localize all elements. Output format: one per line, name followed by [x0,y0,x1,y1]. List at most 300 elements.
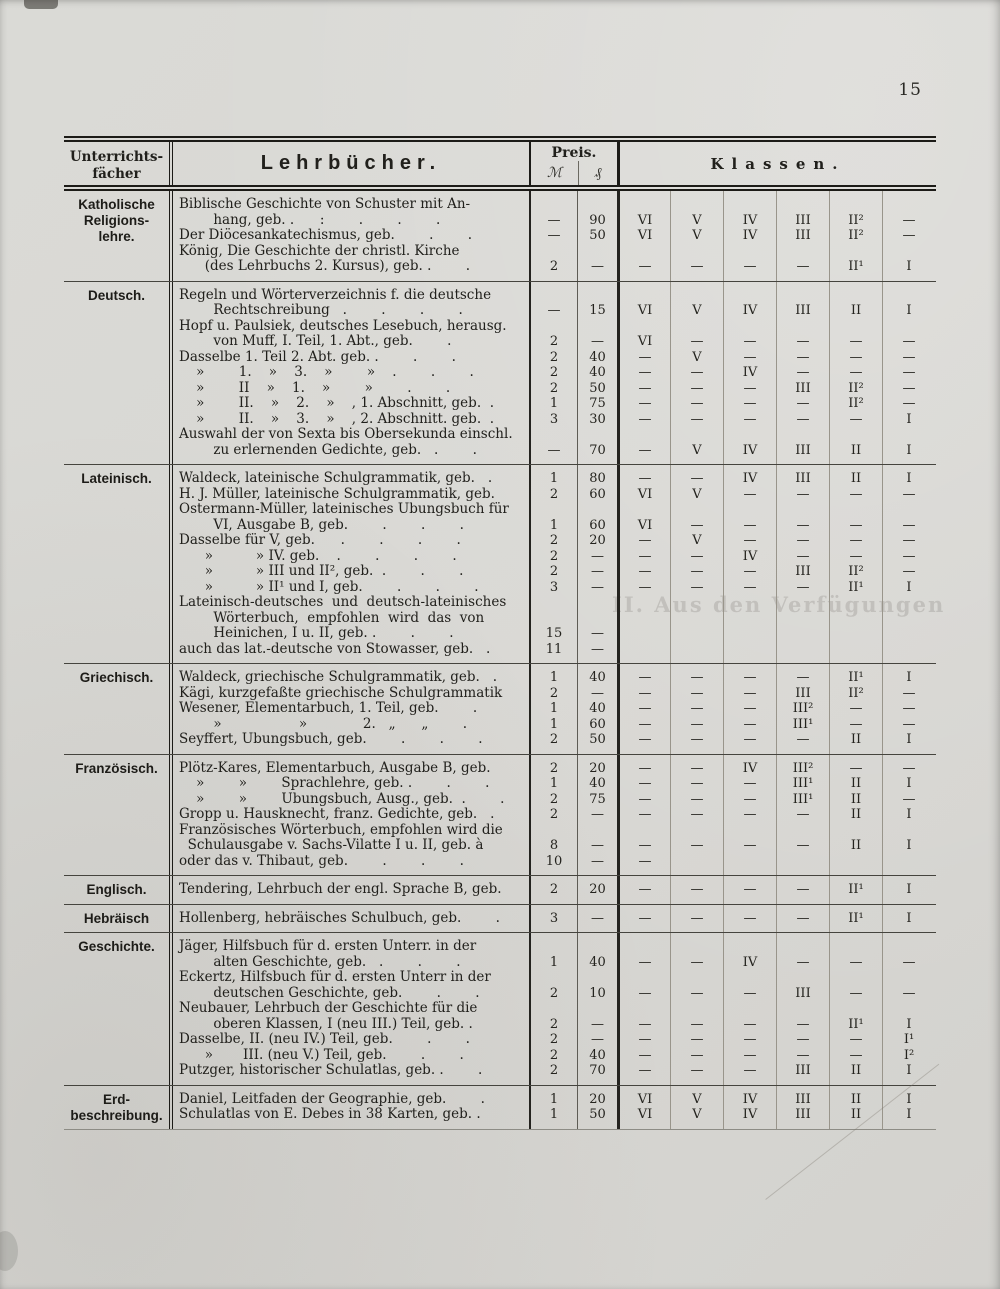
class-cell: — [776,244,829,281]
class-cell: — [776,1032,829,1048]
book-title-line: oberen Klassen, I (neu III.) Teil, geb. . [179,1015,473,1032]
subject-cell [64,664,169,754]
class-cell: — [670,776,723,792]
header-price [529,142,617,185]
class-cell: — [670,717,723,733]
class-cell: — [617,1063,670,1085]
table-row [169,792,936,808]
subject-label-line: Französisch. [75,760,158,776]
class-cell: III [776,686,829,702]
class-cell: — [776,905,829,933]
price-mark-cell: 2 [529,792,577,808]
price-mark-cell: 2 [529,686,577,702]
class-cell: — [882,381,935,397]
section-rows [169,933,936,1085]
class-cell: — [723,487,776,503]
class-cell: — [617,823,670,854]
book-title-line: » II » 1. » » . . [179,380,451,396]
book-title-cell [169,1032,529,1048]
table-row [169,1048,936,1064]
book-title-line: Hollenberg, hebräisches Schulbuch, geb. . [179,909,500,926]
class-cell: — [829,487,882,503]
book-title-cell [169,664,529,686]
price-mark-cell: 1 [529,664,577,686]
section-rows [169,191,936,281]
class-cell: V [670,487,723,503]
book-title-line: Daniel, Leitfaden der Geographie, geb. . [179,1090,485,1107]
class-cell: — [617,244,670,281]
book-title-line: Gropp u. Hausknecht, franz. Gedichte, geb. . [179,807,495,822]
price-mark-cell: — [529,427,577,464]
class-cell: — [723,412,776,428]
book-title-cell [169,595,529,642]
book-title-line: » » Sprachlehre, geb. . . . [179,776,490,791]
book-title-line: alten Geschichte, geb. . . . [179,953,461,970]
class-cell: V [670,228,723,244]
book-title-cell [169,350,529,366]
class-cell: — [670,564,723,580]
book-title-cell [169,381,529,397]
price-mark-cell: 2 [529,1063,577,1085]
class-cell: — [670,1001,723,1032]
book-title-line: Der Diöcesankatechismus, geb. . . [179,228,473,243]
table-row [169,502,936,533]
class-cell: — [670,755,723,777]
class-cell [882,642,935,664]
class-cell: II [829,465,882,487]
class-cell [776,642,829,664]
section-rows [169,905,936,933]
class-cell: — [829,502,882,533]
class-cell: III [776,228,829,244]
class-cell: — [776,807,829,823]
price-mark-cell: 2 [529,533,577,549]
table-row [169,564,936,580]
class-cell: III¹ [776,792,829,808]
book-title-cell [169,564,529,580]
book-title-line: » » Übungsbuch, Ausg., geb. . . [179,791,505,807]
price-pfennig-cell: — [577,1032,617,1048]
subject-cell [64,755,169,876]
price-pfennig-cell: — [577,905,617,933]
class-cell: — [776,580,829,596]
class-cell: II [829,732,882,754]
subject-label-line: Religions- [83,213,150,228]
book-title-line: Kägi, kurzgefaßte griechische Schulgrammatik [179,685,503,701]
price-pfennig-cell: — [577,319,617,350]
class-cell [776,854,829,876]
subject-label-line: Englisch. [86,882,147,897]
book-title-line: Schulatlas von E. Debes in 38 Karten, geb. . [179,1107,481,1122]
table-row [169,776,936,792]
book-title-cell [169,792,529,808]
class-cell: — [670,823,723,854]
class-cell: II [829,792,882,808]
price-mark-cell: 1 [529,465,577,487]
class-cell: I [882,412,935,428]
table-row [169,933,936,970]
table-body [64,191,936,1129]
book-title-line: Heinichen, I u. II, geb. . . . [179,625,454,641]
price-mark-cell: 2 [529,1048,577,1064]
class-cell: — [670,1063,723,1085]
class-cell: — [617,876,670,904]
book-title-line: Wesener, Elementarbuch, 1. Teil, geb. . [179,701,478,716]
pfennig-symbol: ₰ [578,161,617,185]
class-cell [670,595,723,642]
book-title-cell [169,876,529,904]
section-rows [169,1086,936,1129]
subject-label-line: Griechisch. [79,670,154,685]
table-row [169,755,936,777]
book-title-line: Ostermann-Müller, lateinisches Übungsbuch für [179,502,509,517]
table-row [169,717,936,733]
class-cell: II [829,776,882,792]
book-title-cell [169,319,529,350]
book-title-line: Tendering, Lehrbuch der engl. Sprache B, geb. [179,881,502,897]
class-cell: VI [617,228,670,244]
table-row [169,701,936,717]
book-title-cell [169,970,529,1001]
class-cell: — [617,427,670,464]
class-cell: — [776,319,829,350]
table-row [169,807,936,823]
book-title-line: Dasselbe 1. Teil 2. Abt. geb. . . . [179,349,456,365]
price-mark-cell: 2 [529,381,577,397]
class-cell: — [882,396,935,412]
price-mark-cell: 2 [529,350,577,366]
book-title-cell [169,533,529,549]
book-title-cell [169,933,529,970]
class-cell: VI [617,282,670,319]
class-cell: — [723,396,776,412]
book-title-line: » III. (neu V.) Teil, geb. . . [179,1047,464,1063]
class-cell: — [617,396,670,412]
class-cell: — [670,732,723,754]
class-cell: — [617,732,670,754]
class-cell: — [829,701,882,717]
price-mark-cell: 2 [529,564,577,580]
price-pfennig-cell: 20 [577,533,617,549]
book-title-cell [169,487,529,503]
class-cell: — [723,1048,776,1064]
book-title-line: Schulausgabe v. Sachs-Vilatte I u. II, geb. à [179,837,484,853]
class-cell: — [723,1032,776,1048]
class-cell [723,595,776,642]
book-title-line: Rechtschreibung . . . . [179,302,463,318]
class-cell: III [776,381,829,397]
class-cell: — [723,319,776,350]
class-cell [829,854,882,876]
class-cell: — [617,854,670,876]
class-cell: II² [829,396,882,412]
price-mark-cell: — [529,191,577,228]
class-cell: I [882,807,935,823]
book-title-cell [169,854,529,876]
price-pfennig-cell: 20 [577,1086,617,1108]
price-pfennig-cell: 50 [577,1107,617,1129]
class-cell: — [670,807,723,823]
class-cell [723,854,776,876]
class-cell: — [670,465,723,487]
book-title-cell [169,1107,529,1129]
price-pfennig-cell: — [577,244,617,281]
class-cell [670,854,723,876]
price-mark-cell: 2 [529,807,577,823]
book-title-line: auch das lat.-deutsche von Stowasser, geb. . [179,641,491,657]
class-cell: — [776,933,829,970]
table-row [169,533,936,549]
book-title-cell [169,465,529,487]
class-cell: — [882,686,935,702]
class-cell: — [829,549,882,565]
class-cell: — [829,755,882,777]
book-title-line: » » III und II², geb. . . . [179,564,464,579]
class-cell: — [829,1032,882,1048]
class-cell: II [829,427,882,464]
price-mark-cell: 15 [529,595,577,642]
class-cell: VI [617,1086,670,1108]
price-pfennig-cell: 40 [577,350,617,366]
price-pfennig-cell: — [577,807,617,823]
class-cell: V [670,282,723,319]
class-cell: — [670,1048,723,1064]
price-mark-cell: 1 [529,717,577,733]
class-cell: II¹ [829,905,882,933]
class-cell: II [829,823,882,854]
class-cell: II² [829,686,882,702]
section-rows [169,664,936,754]
class-cell: I [882,905,935,933]
class-cell: II¹ [829,876,882,904]
class-cell: — [776,365,829,381]
table-row [169,595,936,642]
price-pfennig-cell: 50 [577,228,617,244]
class-cell: — [670,664,723,686]
class-cell: III [776,427,829,464]
book-title-line: » II. » 3. » , 2. Abschnitt. geb. . [179,411,494,427]
price-pfennig-cell: 90 [577,191,617,228]
subject-cell [64,465,169,663]
subject-label-line: lehre. [98,229,135,244]
class-cell: III [776,1107,829,1129]
subject-section [64,663,936,754]
class-cell: I [882,876,935,904]
class-cell: — [882,933,935,970]
class-cell: — [882,228,935,244]
price-mark-cell: 1 [529,701,577,717]
subject-label-line: Erd- [103,1091,130,1107]
class-cell: IV [723,933,776,970]
table-row [169,854,936,876]
class-cell: — [723,876,776,904]
table-row [169,1107,936,1129]
class-cell: — [670,502,723,533]
book-title-cell [169,396,529,412]
class-cell: — [776,412,829,428]
table-row [169,465,936,487]
class-cell: — [670,412,723,428]
class-cell: — [723,1063,776,1085]
book-title-cell [169,732,529,754]
book-title-line: H. J. Müller, lateinische Schulgrammatik, geb. [179,486,495,502]
class-cell: II¹ [829,580,882,596]
book-title-line: Auswahl der von Sexta bis Obersekunda einschl. [179,427,513,442]
bleedthrough-text: II. Aus den Verfügungen [612,592,946,617]
price-mark-cell: 2 [529,487,577,503]
class-cell: — [617,549,670,565]
class-cell: — [882,319,935,350]
price-mark-cell: 2 [529,244,577,281]
table-row [169,1063,936,1085]
price-pfennig-cell: 75 [577,396,617,412]
subject-label-line: Hebräisch [83,910,150,926]
table-row [169,396,936,412]
class-cell: III [776,970,829,1001]
subject-label-line: Deutsch. [87,287,145,303]
price-pfennig-cell: 60 [577,487,617,503]
book-title-cell [169,228,529,244]
book-title-line: deutschen Geschichte, geb. . . [179,984,480,1001]
book-title-cell [169,282,529,319]
book-title-line: Putzger, historischer Schulatlas, geb. . . [179,1063,483,1078]
price-mark-cell: 1 [529,396,577,412]
class-cell: IV [723,365,776,381]
price-mark-cell: 2 [529,1001,577,1032]
class-cell: IV [723,228,776,244]
book-title-line: Neubauer, Lehrbuch der Geschichte für die [179,1001,478,1016]
class-cell: — [723,580,776,596]
book-title-line: Waldeck, lateinische Schulgrammatik, geb. . [179,470,493,486]
class-cell: — [829,1048,882,1064]
class-cell [829,642,882,664]
book-title-cell [169,1001,529,1032]
class-cell: — [617,776,670,792]
price-pfennig-cell: 10 [577,970,617,1001]
class-cell: — [617,1001,670,1032]
class-cell: I [882,427,935,464]
book-title-cell [169,502,529,533]
table-row [169,365,936,381]
price-mark-cell: — [529,228,577,244]
subject-section [64,281,936,465]
book-title-line: hang, geb. . : . . . [179,211,441,228]
price-pfennig-cell: 60 [577,717,617,733]
class-cell [723,642,776,664]
class-cell: — [829,350,882,366]
header-books-label: Lehrbücher. [169,142,529,185]
book-title-line: zu erlernenden Gedichte, geb. . . [179,441,477,458]
price-pfennig-cell: 40 [577,701,617,717]
class-cell: — [723,381,776,397]
price-pfennig-cell: 75 [577,792,617,808]
class-cell: — [617,970,670,1001]
subject-section [64,932,936,1085]
subject-cell [64,876,169,904]
section-rows [169,755,936,876]
price-mark-cell: 2 [529,1032,577,1048]
class-cell: — [617,933,670,970]
book-title-cell [169,642,529,664]
price-pfennig-cell: 60 [577,502,617,533]
class-cell: — [776,396,829,412]
book-title-cell [169,412,529,428]
class-cell: III [776,191,829,228]
book-title-cell [169,244,529,281]
price-pfennig-cell: 40 [577,365,617,381]
class-cell: VI [617,191,670,228]
book-title-cell [169,717,529,733]
class-cell: V [670,191,723,228]
subject-label-line: Lateinisch. [81,471,152,486]
table-row [169,1001,936,1032]
price-mark-cell: 2 [529,319,577,350]
price-pfennig-cell: 20 [577,876,617,904]
table-row [169,191,936,228]
subject-label-line: Katholische [78,197,155,212]
class-cell: III² [776,701,829,717]
price-mark-cell: 3 [529,412,577,428]
book-title-cell [169,1086,529,1108]
book-title-line: VI, Ausgabe B, geb. . . . [179,516,464,533]
class-cell: — [723,686,776,702]
class-cell: — [723,350,776,366]
book-title-cell [169,776,529,792]
price-pfennig-cell: — [577,1001,617,1032]
header-subject [64,142,169,185]
price-mark-cell: 3 [529,580,577,596]
price-pfennig-cell: — [577,595,617,642]
subject-label-line: Geschichte. [78,939,155,954]
table-row [169,580,936,596]
class-cell: I [882,465,935,487]
price-pfennig-cell: 70 [577,1063,617,1085]
class-cell: — [776,350,829,366]
class-cell: — [670,686,723,702]
price-mark-cell: 1 [529,1086,577,1108]
class-cell: — [670,876,723,904]
book-title-line: (des Lehrbuchs 2. Kursus), geb. . . [179,258,471,274]
table-row [169,664,936,686]
subject-cell [64,282,169,465]
book-title-cell [169,549,529,565]
class-cell: — [723,732,776,754]
class-cell: — [882,365,935,381]
book-title-line: Eckertz, Hilfsbuch für d. ersten Unterr in der [179,970,491,985]
class-cell: — [617,465,670,487]
class-cell: — [670,396,723,412]
price-pfennig-cell: — [577,686,617,702]
class-cell: III [776,1063,829,1085]
book-title-cell [169,755,529,777]
class-cell: — [882,533,935,549]
table-row [169,876,936,904]
price-pfennig-cell: 40 [577,1048,617,1064]
price-mark-cell: 10 [529,854,577,876]
book-title-line: Waldeck, griechische Schulgrammatik, geb. . [179,669,498,685]
class-cell: III [776,1086,829,1108]
price-pfennig-cell: 70 [577,427,617,464]
class-cell: — [882,191,935,228]
class-cell: V [670,533,723,549]
book-title-line: Jäger, Hilfsbuch für d. ersten Unterr. in der [179,938,477,954]
price-mark-cell: 11 [529,642,577,664]
class-cell: — [617,717,670,733]
mark-symbol: ℳ [546,165,562,181]
class-cell: III¹ [776,776,829,792]
class-cell: — [617,1032,670,1048]
price-pfennig-cell: 20 [577,755,617,777]
